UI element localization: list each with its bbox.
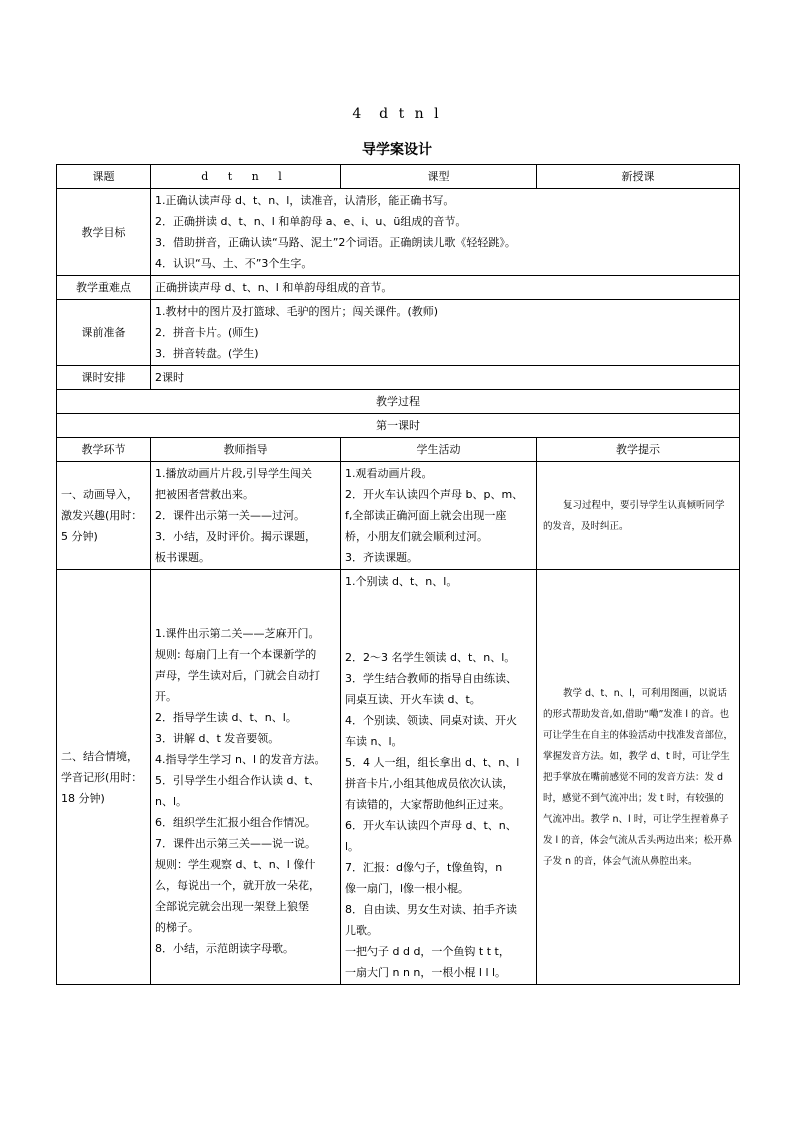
- student-step: 1.观看动画片段。: [345, 467, 433, 480]
- key-points-value: 正确拼读声母 d、t、n、l 和单韵母组成的音节。: [151, 276, 740, 300]
- student-step: 桥，小朋友们就会顺利过河。: [345, 530, 488, 543]
- teacher-step: 声母，学生读对后，门就会自动打: [155, 668, 320, 682]
- stage-name-line: 二、结合情境，: [61, 749, 138, 763]
- student-step: 1.个别读 d、t、n、l。: [345, 575, 458, 588]
- teacher-step: 6．组织学生汇报小组合作情况。: [155, 815, 316, 829]
- student-step: 7．汇报：d像勺子，t像鱼钩，n: [345, 861, 503, 874]
- goal-item: 4．认识“马、土、不”3个生字。: [155, 257, 313, 270]
- hours-row: [57, 366, 740, 390]
- preparation-item: 2．拼音卡片。(师生): [155, 326, 259, 339]
- student-step: 儿歌。: [345, 924, 378, 937]
- teacher-step: 3．讲解 d、t 发音要领。: [155, 731, 280, 745]
- teacher-step: 3．小结，及时评价。揭示课题，: [155, 530, 316, 543]
- goals-list: [151, 189, 740, 276]
- student-step: l。: [345, 840, 360, 853]
- teacher-step: 5．引导学生小组合作认读 d、t、: [155, 773, 320, 787]
- teacher-step: 开。: [155, 689, 177, 703]
- stage-name: [57, 570, 151, 985]
- session-row: [57, 414, 740, 438]
- student-step: 像一扇门，l像一根小棍。: [345, 882, 470, 895]
- key-points-label: 教学重难点: [57, 276, 151, 300]
- key-points-row: [57, 276, 740, 300]
- teacher-step: 8．小结，示范朗读字母歌。: [155, 941, 294, 955]
- preparation-label: 课前准备: [57, 300, 151, 366]
- student-step: 2．开火车认读四个声母 b、p、m、: [345, 488, 524, 501]
- topic-label: 课题: [57, 165, 151, 189]
- hours-value: 2课时: [151, 366, 740, 390]
- column-header: 学生活动: [341, 438, 537, 462]
- spacer: [345, 592, 532, 647]
- teacher-step: 把被困者营救出来。: [155, 488, 254, 501]
- process-header-row: [57, 438, 740, 462]
- student-activity: [341, 462, 537, 570]
- preparation-row: [57, 300, 740, 366]
- process-title-row: [57, 390, 740, 414]
- teacher-step: n、l。: [155, 794, 188, 808]
- stage-name-line: 一、动画导入，: [61, 488, 138, 501]
- stage-name-line: 5 分钟): [61, 530, 98, 543]
- student-step: 2．2～3 名学生领读 d、t、n、l。: [345, 651, 516, 664]
- stage-name: [57, 462, 151, 570]
- goal-item: 2．正确拼读 d、t、n、l 和单韵母 a、e、i、u、ü组成的音节。: [155, 215, 467, 228]
- goal-item: 3．借助拼音，正确认读“马路、泥土”2个词语。正确朗读儿歌《轻轻跳》。: [155, 236, 516, 249]
- teacher-step: 1.播放动画片片段,引导学生闯关: [155, 467, 312, 480]
- student-step: 6．开火车认读四个声母 d、t、n、: [345, 819, 517, 832]
- student-step: 8．自由读、男女生对读、拍手齐读: [345, 903, 517, 916]
- hours-label: 课时安排: [57, 366, 151, 390]
- teacher-guidance: [151, 570, 341, 985]
- teacher-guidance: [151, 462, 341, 570]
- stage-row: [57, 462, 740, 570]
- lesson-title: 4 d t n l: [352, 106, 442, 122]
- student-step: 车读 n、l。: [345, 735, 403, 748]
- teaching-tip: 教学 d、t、n、l，可利用图画，以说话的形式帮助发音,如,借助“嘞”发准 l 的音。也可让学生在自主的体验活动中找准发音部位，掌握发音方法。如，教学 d、t 时，可让学生把手掌放在嘴前感觉不同的发音方法：发 d 时，感觉不到气流冲出；发 t 时，有较强的气流冲出。教学 n、l 时，可让学生捏着鼻子发 l 的音，体会气流从舌头两边出来；松开鼻子发 n 的音，体会气流从鼻腔出来。: [537, 570, 740, 985]
- column-header: 教学提示: [537, 438, 740, 462]
- teacher-step: 1.课件出示第二关——芝麻开门。: [155, 626, 320, 640]
- teacher-step: 全部说完就会出现一架登上狼堡: [155, 899, 309, 913]
- type-value: 新授课: [537, 165, 740, 189]
- teacher-step: 2．课件出示第一关——过河。: [155, 509, 305, 522]
- student-step: 一扇大门 n n n，一根小棍 l l l。: [345, 966, 507, 979]
- stage-name-line: 激发兴趣(用时：: [61, 509, 143, 522]
- stage-name-line: 18 分钟): [61, 791, 105, 805]
- column-header: 教师指导: [151, 438, 341, 462]
- student-step: 一把勺子 d d d，一个鱼钩 t t t，: [345, 945, 510, 958]
- student-step: 同桌互读、开火车读 d、t。: [345, 693, 481, 706]
- goals-row: [57, 189, 740, 276]
- preparation-item: 1.教材中的图片及打篮球、毛驴的图片；闯关课件。(教师): [155, 305, 439, 318]
- student-step: 有读错的，大家帮助他纠正过来。: [345, 798, 510, 811]
- goals-label: 教学目标: [57, 189, 151, 276]
- teacher-step: 的梯子。: [155, 920, 199, 934]
- column-header: 教学环节: [57, 438, 151, 462]
- document-title: 导学案设计: [362, 142, 432, 158]
- teacher-step: 2．指导学生读 d、t、n、l。: [155, 710, 297, 724]
- lesson-plan-table: [56, 164, 740, 985]
- student-step: 3．学生结合教师的指导自由练读、: [345, 672, 517, 685]
- goal-item: 1.正确认读声母 d、t、n、l，读准音，认清形，能正确书写。: [155, 194, 455, 207]
- teacher-step: 规则: 每扇门上有一个本课新学的: [155, 647, 317, 661]
- teacher-step: 7．课件出示第三关——说一说。: [155, 836, 316, 850]
- teacher-step: 规则：学生观察 d、t、n、l 像什: [155, 857, 316, 871]
- topic-row: [57, 165, 740, 189]
- student-step: 5．4 人一组，组长拿出 d、t、n、l: [345, 756, 520, 769]
- teacher-step: 板书课题。: [155, 551, 210, 564]
- student-activity: [341, 570, 537, 985]
- teacher-step: 4.指导学生学习 n、l 的发音方法。: [155, 752, 326, 766]
- session-title: 第一课时: [57, 414, 740, 438]
- student-step: 拼音卡片,小组其他成员依次认读，: [345, 777, 514, 790]
- process-title: 教学过程: [57, 390, 740, 414]
- stage-name-line: 学音记形(用时：: [61, 770, 143, 784]
- student-step: 3．齐读课题。: [345, 551, 418, 564]
- stage-row: [57, 570, 740, 985]
- student-step: f,全部读正确河面上就会出现一座: [345, 509, 507, 522]
- teacher-step: 么，每说出一个，就开放一朵花，: [155, 878, 320, 892]
- type-label: 课型: [341, 165, 537, 189]
- topic-value: d t n l: [201, 170, 290, 183]
- teaching-tip: 复习过程中，要引导学生认真倾听同学的发音，及时纠正。: [537, 462, 740, 570]
- student-step: 4．个别读、领读、同桌对读、开火: [345, 714, 517, 727]
- preparation-item: 3．拼音转盘。(学生): [155, 347, 259, 360]
- preparation-list: [151, 300, 740, 366]
